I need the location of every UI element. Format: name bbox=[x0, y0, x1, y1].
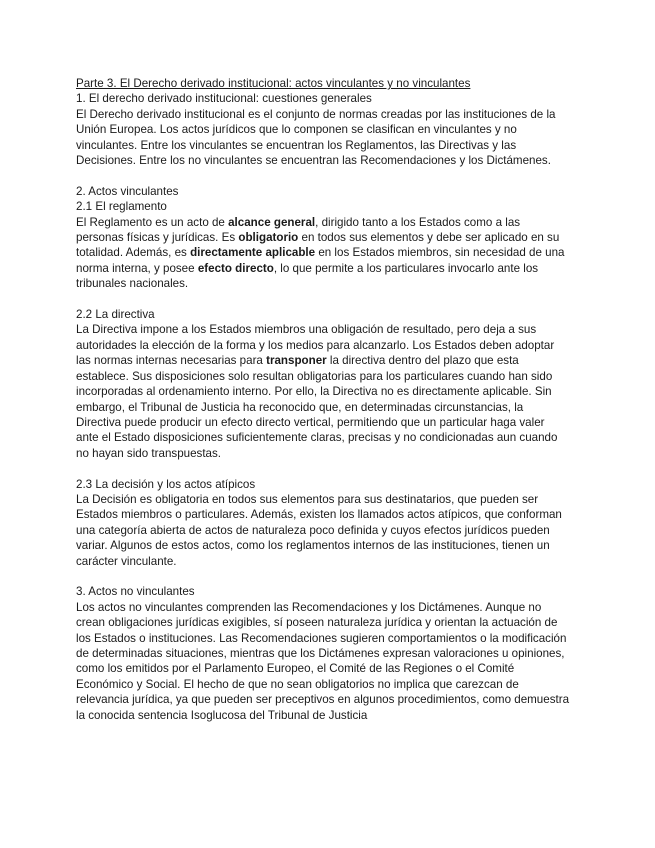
subsection-2-2-heading: 2.2 La directiva bbox=[76, 308, 155, 322]
text: totalidad. Además, es bbox=[76, 246, 191, 260]
paragraph-line bbox=[76, 261, 585, 276]
text: , dirigido tanto a los Estados como a las bbox=[315, 215, 521, 229]
section-2-heading: 2. Actos vinculantes bbox=[76, 184, 179, 198]
section-3-heading: 3. Actos no vinculantes bbox=[76, 585, 195, 599]
text: , lo que permite a los particulares invocarlo ante los bbox=[273, 261, 539, 275]
text: en los Estados miembros, sin necesidad de una bbox=[315, 246, 565, 260]
text: en todos sus elementos y debe ser aplicado en su bbox=[298, 231, 560, 245]
paragraph-line: La Decisión es obligatoria en todos sus elementos para sus destinatarios, que pueden ser bbox=[76, 492, 539, 506]
section-1-heading: 1. El derecho derivado institucional: cuestiones generales bbox=[76, 92, 372, 106]
text: personas físicas y jurídicas. Es bbox=[76, 231, 239, 245]
paragraph-line: no hayan sido transpuestas. bbox=[76, 446, 222, 460]
paragraph-line: Decisiones. Entre los no vinculantes se encuentran las Recomendaciones y los Dictámenes. bbox=[76, 154, 551, 168]
paragraph-line: de determinadas situaciones, mientras que los Dictámenes expresan valoraciones u opiniones, bbox=[76, 646, 565, 660]
paragraph-line: Económico y Social. El hecho de que no sean obligatorios no implica que carezcan de bbox=[76, 677, 519, 691]
paragraph-line: los Estados o instituciones. Las Recomendaciones sugieren comportamientos o la modificación bbox=[76, 631, 567, 645]
paragraph-line: Los actos no vinculantes comprenden las Recomendaciones y los Dictámenes. Aunque no bbox=[76, 600, 542, 614]
paragraph-line: El Derecho derivado institucional es el conjunto de normas creadas por las instituciones de la bbox=[76, 107, 556, 121]
paragraph-line bbox=[76, 230, 585, 245]
spacer bbox=[76, 461, 585, 476]
text: las normas internas necesarias para bbox=[76, 354, 267, 368]
paragraph-line: autoridades la elección de la forma y los medios para alcanzarlo. Los Estados deben adoptar bbox=[76, 338, 555, 352]
paragraph-line: variar. Algunos de estos actos, como los reglamentos internos de las instituciones, tienen un bbox=[76, 539, 550, 553]
paragraph-line: incorporadas al ordenamiento interno. Por ello, la Directiva no es directamente aplicable. Sin bbox=[76, 385, 552, 399]
paragraph-line: crean obligaciones jurídicas exigibles, sí poseen naturaleza jurídica y orientan la actuación de bbox=[76, 616, 558, 630]
spacer bbox=[76, 292, 585, 307]
paragraph-line: vinculantes. Entre los vinculantes se encuentran los Reglamentos, las Directivas y las bbox=[76, 138, 517, 152]
paragraph-line: La Directiva impone a los Estados miembros una obligación de resultado, pero deja a sus bbox=[76, 323, 537, 337]
spacer bbox=[76, 168, 585, 183]
paragraph-line: relevancia jurídica, ya que pueden ser preceptivos en algunos procedimientos, como demuestra bbox=[76, 693, 570, 707]
paragraph-line: establece. Sus disposiciones solo resultan obligatorias para los particulares cuando han sido bbox=[76, 369, 553, 383]
bold-term: obligatorio bbox=[238, 231, 299, 245]
subsection-2-3-heading: 2.3 La decisión y los actos atípicos bbox=[76, 477, 256, 491]
paragraph-line: tribunales nacionales. bbox=[76, 277, 189, 291]
text: la directiva dentro del plazo que esta bbox=[326, 354, 519, 368]
paragraph-line: Unión Europea. Los actos jurídicos que lo componen se clasifican en vinculantes y no bbox=[76, 123, 517, 137]
paragraph-line: Directiva puede producir un efecto directo vertical, permitiendo que un particular haga valer bbox=[76, 415, 545, 429]
paragraph-line: Estados miembros o particulares. Además, existen los llamados actos atípicos, que conforman bbox=[76, 508, 562, 522]
subsection-2-1-heading: 2.1 El reglamento bbox=[76, 200, 167, 214]
text: norma interna, y posee bbox=[76, 261, 198, 275]
text: El Reglamento es un acto de bbox=[76, 215, 229, 229]
paragraph-line bbox=[76, 245, 585, 260]
paragraph-line: una categoría abierta de actos de naturaleza poco definida y cuyos efectos jurídicos pueden bbox=[76, 523, 550, 537]
spacer bbox=[76, 569, 585, 584]
paragraph-line: la conocida sentencia Isoglucosa del Tribunal de Justicia bbox=[76, 708, 368, 722]
document-title: Parte 3. El Derecho derivado institucional: actos vinculantes y no vinculantes bbox=[76, 77, 471, 90]
paragraph-line: como los emitidos por el Parlamento Europeo, el Comité de las Regiones o el Comité bbox=[76, 662, 515, 676]
paragraph-line: embargo, el Tribunal de Justicia ha reconocido que, en determinadas circunstancias, la bbox=[76, 400, 524, 414]
paragraph-line: carácter vinculante. bbox=[76, 554, 177, 568]
bold-term: directamente aplicable bbox=[190, 246, 316, 260]
paragraph-line bbox=[76, 215, 585, 230]
paragraph-line bbox=[76, 353, 585, 368]
bold-term: transponer bbox=[266, 354, 327, 368]
paragraph-line: ante el Estado disposiciones suficientemente claras, precisas y no condicionadas aun cuando bbox=[76, 431, 558, 445]
bold-term: alcance general bbox=[228, 215, 316, 229]
bold-term: efecto directo bbox=[197, 261, 274, 275]
